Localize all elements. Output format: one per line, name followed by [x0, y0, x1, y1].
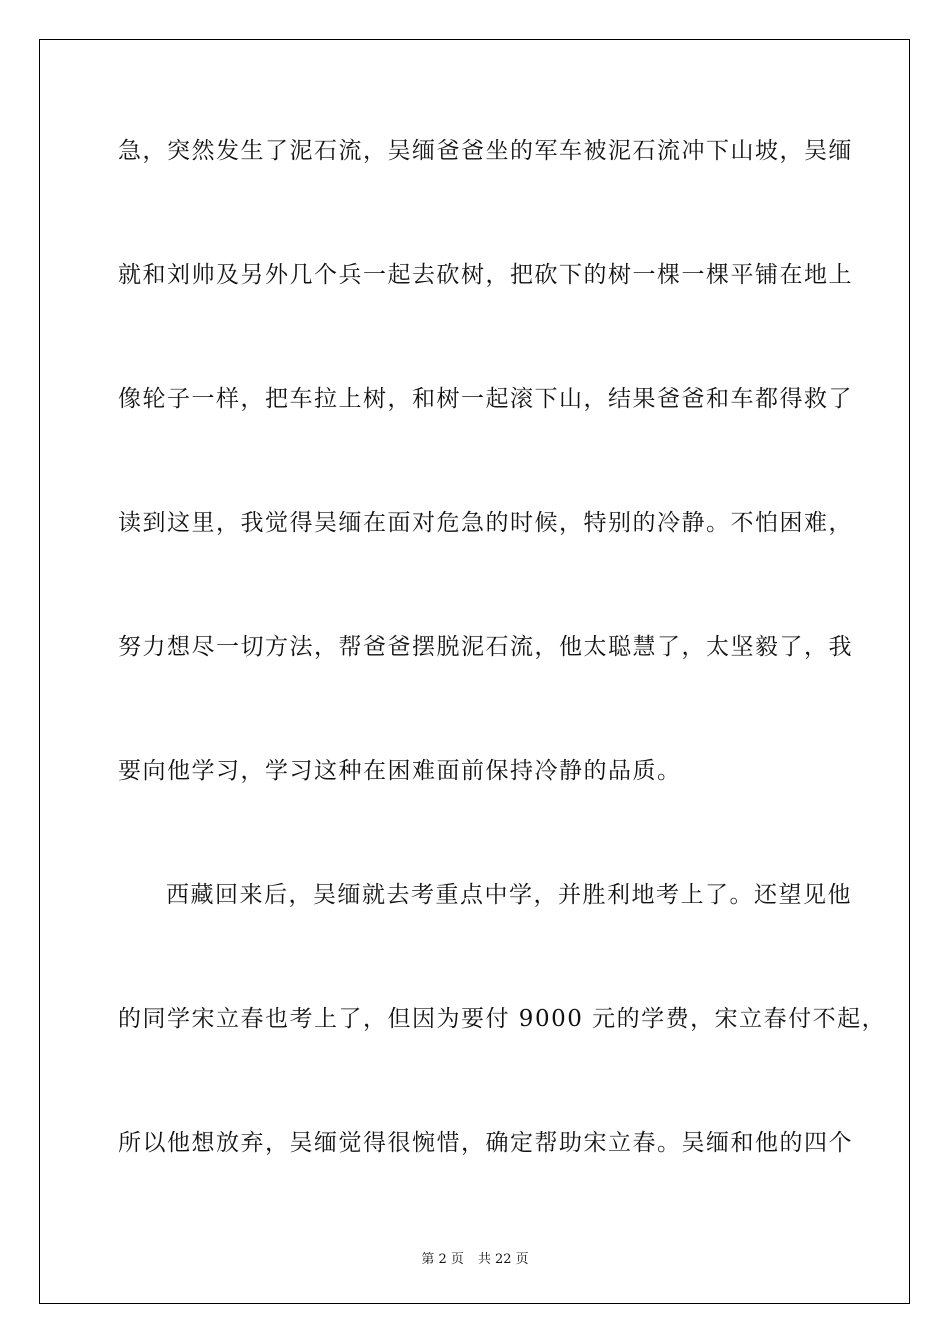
page-footer [0, 1248, 950, 1267]
body-text-line: 努力想尽一切方法，帮爸爸摆脱泥石流，他太聪慧了，太坚毅了，我 [118, 634, 853, 660]
total-pages: 共 22 页 [477, 1252, 529, 1267]
body-text-line: 就和刘帅及另外几个兵一起去砍树，把砍下的树一棵一棵平铺在地上 [118, 262, 853, 288]
page-number: 第 2 页 [421, 1252, 464, 1267]
body-text-line: 像轮子一样，把车拉上树，和树一起滚下山，结果爸爸和车都得救了 [118, 386, 853, 412]
body-text-line: 急，突然发生了泥石流，吴缅爸爸坐的军车被泥石流冲下山坡，吴缅 [118, 138, 853, 164]
paragraph-first-line: 西藏回来后，吴缅就去考重点中学，并胜利地考上了。还望见他 [166, 882, 852, 908]
page-frame [39, 39, 910, 1304]
body-text-line: 读到这里，我觉得吴缅在面对危急的时候，特别的冷静。不怕困难， [118, 510, 853, 536]
body-text-line: 的同学宋立春也考上了，但因为要付 9000 元的学费，宋立春付不起， [118, 1006, 887, 1032]
body-text-line: 要向他学习，学习这种在困难面前保持冷静的品质。 [118, 758, 682, 784]
body-text-line: 所以他想放弃，吴缅觉得很惋惜，确定帮助宋立春。吴缅和他的四个 [118, 1130, 853, 1156]
